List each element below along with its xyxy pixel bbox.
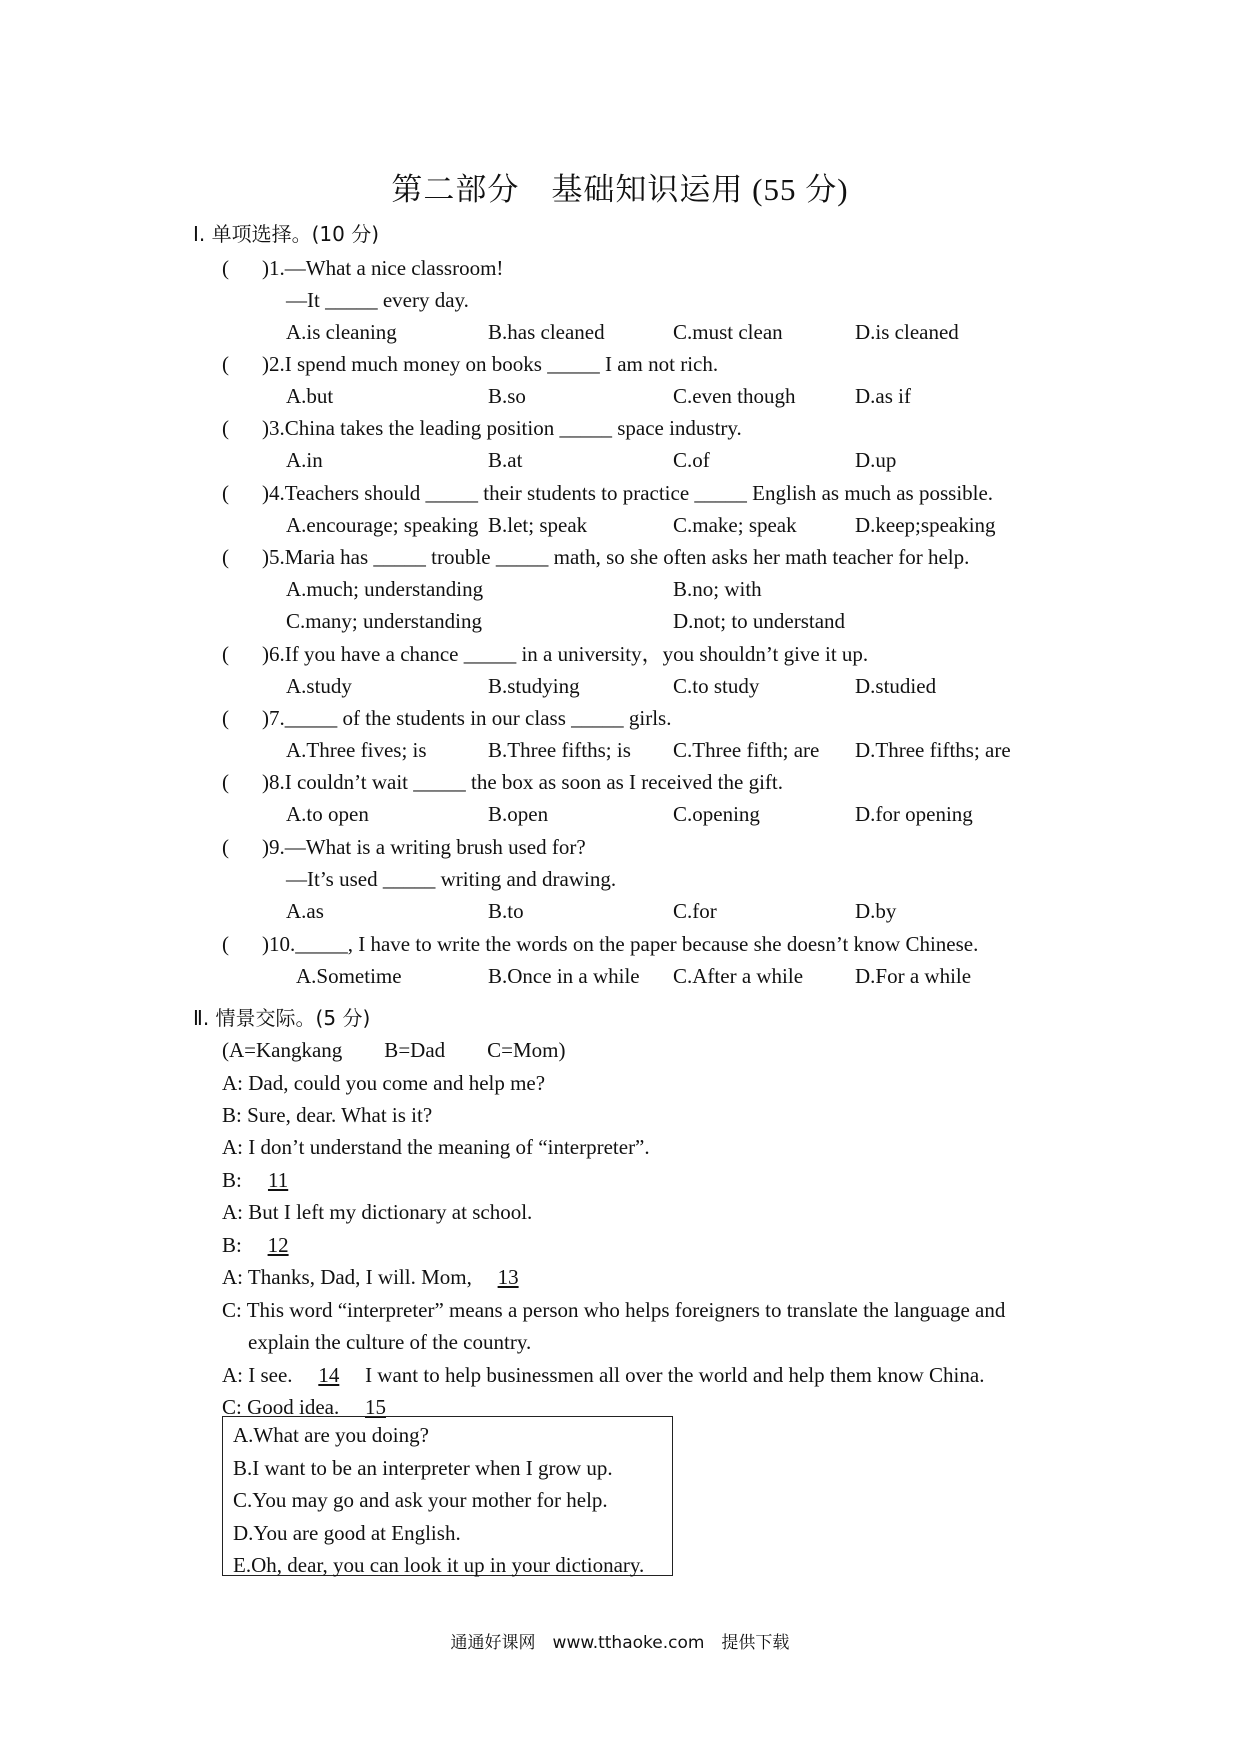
option-c: C.Three fifth; are: [673, 738, 820, 762]
blank-15[interactable]: 15: [364, 1395, 386, 1419]
question-stem: )10._____, I have to write the words on the paper because she doesn’t know Chinese.: [262, 932, 979, 956]
option-d: D.by: [855, 899, 897, 923]
option-b: B.open: [488, 802, 549, 826]
option-b: B.Once in a while: [488, 964, 640, 988]
box-option-b: B.I want to be an interpreter when I grow up.: [233, 1455, 613, 1480]
blank-13[interactable]: 13: [497, 1265, 519, 1289]
question-stem: )5.Maria has _____ trouble _____ math, so she often asks her math teacher for help.: [262, 545, 970, 569]
option-d: D.keep;speaking: [855, 513, 996, 537]
option-c: C.opening: [673, 802, 760, 826]
speaker-label: B:: [222, 1233, 242, 1257]
dialogue-line: B: Sure, dear. What is it?: [222, 1103, 433, 1127]
option-b: B.Three fifths; is: [488, 738, 631, 762]
dialogue-line-blank-13: [222, 1262, 539, 1292]
blank-14[interactable]: 14: [318, 1363, 340, 1387]
option-a: A.Sometime: [296, 964, 402, 988]
option-c: C.many; understanding: [286, 609, 482, 633]
option-c: C.make; speak: [673, 513, 797, 537]
question-stem: )1.—What a nice classroom!: [262, 256, 504, 280]
option-c: C.for: [673, 899, 717, 923]
answer-paren[interactable]: (: [222, 932, 229, 956]
option-a: A.Three fives; is: [286, 738, 427, 762]
option-a: A.much; understanding: [286, 577, 484, 601]
option-b: B.so: [488, 384, 526, 408]
dialogue-text: A: I see.: [222, 1363, 293, 1387]
option-a: A.encourage; speaking: [286, 513, 479, 537]
answer-paren[interactable]: (: [222, 706, 229, 730]
dialogue-line: A: Dad, could you come and help me?: [222, 1071, 546, 1095]
section-heading-single-choice: Ⅰ. 单项选择。(10 分): [193, 222, 380, 246]
option-b: B.at: [488, 448, 523, 472]
question-stem: )2.I spend much money on books _____ I am not rich.: [262, 352, 719, 376]
option-a: A.study: [286, 674, 352, 698]
options-box: [222, 1416, 673, 1576]
answer-paren[interactable]: (: [222, 416, 229, 440]
option-d: D.is cleaned: [855, 320, 959, 344]
question-stem: )7._____ of the students in our class _____ girls.: [262, 706, 672, 730]
speaker-label: B:: [222, 1168, 242, 1192]
dialogue-line: A: I don’t understand the meaning of “interpreter”.: [222, 1135, 650, 1159]
dialogue-text: C: Good idea.: [222, 1395, 340, 1419]
answer-paren[interactable]: (: [222, 835, 229, 859]
dialogue-line-blank-12: [222, 1230, 309, 1260]
dialogue-text: A: Thanks, Dad, I will. Mom,: [222, 1265, 472, 1289]
option-c: C.of: [673, 448, 710, 472]
answer-paren[interactable]: (: [222, 481, 229, 505]
option-a: A.as: [286, 899, 324, 923]
box-option-d: D.You are good at English.: [233, 1520, 461, 1545]
question-stem-line2: —It’s used _____ writing and drawing.: [286, 867, 617, 891]
answer-paren[interactable]: (: [222, 352, 229, 376]
option-c: C.After a while: [673, 964, 804, 988]
option-b: B.no; with: [673, 577, 762, 601]
blank-12[interactable]: 12: [267, 1233, 289, 1257]
option-c: C.even though: [673, 384, 796, 408]
question-stem: )3.China takes the leading position _____ space industry.: [262, 416, 742, 440]
option-b: B.has cleaned: [488, 320, 605, 344]
question-stem: )6.If you have a chance _____ in a university，you shouldn’t give it up.: [262, 642, 869, 666]
role-legend: (A=Kangkang B=Dad C=Mom): [222, 1038, 566, 1062]
option-a: A.is cleaning: [286, 320, 397, 344]
option-a: A.but: [286, 384, 334, 408]
dialogue-line: C: This word “interpreter” means a person who helps foreigners to translate the language and: [222, 1298, 1006, 1322]
answer-paren[interactable]: (: [222, 545, 229, 569]
answer-paren[interactable]: (: [222, 770, 229, 794]
question-stem: )4.Teachers should _____ their students to practice _____ English as much as possible.: [262, 481, 994, 505]
dialogue-text: I want to help businessmen all over the world and help them know China.: [365, 1363, 985, 1387]
box-option-a: A.What are you doing?: [233, 1423, 429, 1447]
option-c: C.must clean: [673, 320, 783, 344]
blank-11[interactable]: 11: [267, 1168, 289, 1192]
option-d: D.studied: [855, 674, 937, 698]
option-d: D.up: [855, 448, 897, 472]
option-b: B.studying: [488, 674, 580, 698]
answer-paren[interactable]: (: [222, 256, 229, 280]
dialogue-line-blank-11: [222, 1165, 309, 1195]
option-b: B.let; speak: [488, 513, 588, 537]
box-option-c: C.You may go and ask your mother for help.: [233, 1488, 608, 1512]
question-stem: )8.I couldn’t wait _____ the box as soon as I received the gift.: [262, 770, 783, 794]
option-d: D.as if: [855, 384, 911, 408]
box-option-e: E.Oh, dear, you can look it up in your dictionary.: [233, 1553, 645, 1577]
question-stem: )9.—What is a writing brush used for?: [262, 835, 586, 859]
option-c: C.to study: [673, 674, 760, 698]
footer-source: 通通好课网 www.tthaoke.com 提供下载: [450, 1633, 790, 1653]
part-title: 第二部分 基础知识运用 (55 分): [391, 172, 849, 207]
dialogue-line: A: But I left my dictionary at school.: [222, 1200, 533, 1224]
option-d: D.Three fifths; are: [855, 738, 1011, 762]
option-d: D.for opening: [855, 802, 973, 826]
section-heading-dialogue: Ⅱ. 情景交际。(5 分): [193, 1006, 371, 1030]
option-b: B.to: [488, 899, 524, 923]
option-a: A.in: [286, 448, 323, 472]
option-d: D.For a while: [855, 964, 972, 988]
option-d: D.not; to understand: [673, 609, 846, 633]
option-a: A.to open: [286, 802, 369, 826]
dialogue-line-blank-14: [222, 1360, 984, 1390]
answer-paren[interactable]: (: [222, 642, 229, 666]
question-stem-line2: —It _____ every day.: [286, 288, 469, 312]
dialogue-line-continued: explain the culture of the country.: [248, 1330, 532, 1354]
